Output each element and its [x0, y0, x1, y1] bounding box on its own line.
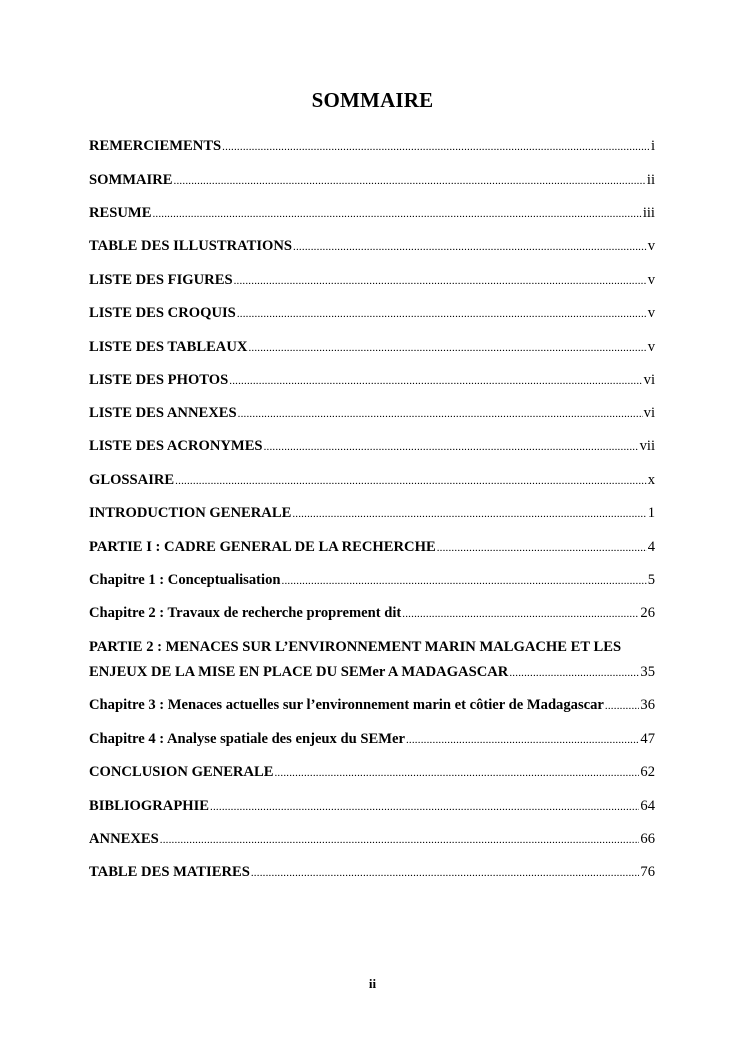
dot-leader: [282, 573, 647, 590]
toc-entry-page: 35: [640, 664, 655, 680]
toc-entry-liste-des-tableaux[interactable]: [89, 339, 655, 357]
toc-entry-label: LISTE DES FIGURES: [89, 272, 233, 288]
toc-entry-label: LISTE DES ACRONYMES: [89, 438, 263, 454]
toc-entry-page: v: [647, 238, 655, 254]
toc-entry-page: ii: [646, 172, 655, 188]
dot-leader: [234, 273, 647, 290]
toc-entry-label: ENJEUX DE LA MISE EN PLACE DU SEMer A MADAGASCAR: [89, 664, 509, 680]
toc-entry-label: TABLE DES MATIERES: [89, 864, 250, 880]
dot-leader: [237, 306, 647, 323]
toc-entry-page: 66: [640, 831, 655, 847]
toc-entry-label: REMERCIEMENTS: [89, 138, 222, 154]
toc-entry-label: LISTE DES ANNEXES: [89, 405, 237, 421]
dot-leader: [238, 406, 643, 423]
dot-leader: [274, 765, 639, 782]
toc-entry-page: 1: [647, 505, 655, 521]
toc-entry-page: 76: [640, 864, 655, 880]
toc-entry-label: SOMMAIRE: [89, 172, 173, 188]
toc-entry-chapitre-4[interactable]: [89, 731, 655, 749]
toc-entry-label: LISTE DES TABLEAUX: [89, 339, 248, 355]
toc-entry-page: vi: [643, 372, 655, 388]
toc-entry-liste-des-photos[interactable]: [89, 372, 655, 390]
toc-entry-introduction-generale[interactable]: [89, 505, 655, 523]
dot-leader: [293, 239, 647, 256]
dot-leader: [437, 540, 647, 557]
toc-entry-page: 4: [647, 539, 655, 555]
dot-leader: [292, 506, 646, 523]
dot-leader: [406, 732, 639, 749]
dot-leader: [152, 206, 641, 223]
toc-entry-page: vi: [643, 405, 655, 421]
dot-leader: [222, 139, 650, 156]
toc-entry-label: TABLE DES ILLUSTRATIONS: [89, 238, 293, 254]
toc-entry-label: Chapitre 1 : Conceptualisation: [89, 572, 281, 588]
toc-entry-page: v: [647, 339, 655, 355]
toc-entry-label: ANNEXES: [89, 831, 159, 847]
toc-entry-label: LISTE DES PHOTOS: [89, 372, 229, 388]
toc-entry-conclusion-generale[interactable]: [89, 764, 655, 782]
dot-leader: [174, 173, 646, 190]
dot-leader: [264, 439, 639, 456]
toc-entry-label: GLOSSAIRE: [89, 472, 175, 488]
toc-entry-page: 26: [640, 605, 655, 621]
page-number: ii: [368, 976, 377, 991]
toc-entry-bibliographie[interactable]: [89, 798, 655, 816]
toc-entry-table-des-illustrations[interactable]: [89, 238, 655, 256]
toc-entry-page: 47: [640, 731, 655, 747]
toc-entry-label: Chapitre 3 : Menaces actuelles sur l’environnement marin et côtier de Madagascar: [89, 697, 604, 713]
dot-leader: [175, 473, 647, 490]
dot-leader: [248, 340, 646, 357]
toc-entry-label: INTRODUCTION GENERALE: [89, 505, 292, 521]
toc-entry-remerciements[interactable]: [89, 138, 655, 156]
toc-entry-table-des-matieres[interactable]: [89, 864, 655, 882]
toc-entry-resume[interactable]: [89, 205, 655, 223]
toc-entry-label: Chapitre 4 : Analyse spatiale des enjeux du SEMer: [89, 731, 405, 747]
toc-entry-page: vii: [639, 438, 655, 454]
toc-entry-chapitre-3[interactable]: [89, 697, 655, 715]
toc-entry-label: RESUME: [89, 205, 152, 221]
toc-entry-label: CONCLUSION GENERALE: [89, 764, 274, 780]
toc-entry-label: BIBLIOGRAPHIE: [89, 798, 210, 814]
toc-entry-label: PARTIE I : CADRE GENERAL DE LA RECHERCHE: [89, 539, 436, 555]
toc-entry-page: 5: [647, 572, 655, 588]
toc-entry-annexes[interactable]: [89, 831, 655, 849]
toc-entry-page: 62: [640, 764, 655, 780]
toc-entry-page: v: [647, 272, 655, 288]
dot-leader: [229, 373, 642, 390]
toc-entry-glossaire[interactable]: [89, 472, 655, 490]
toc-entry-partie-2[interactable]: [89, 664, 655, 682]
toc-entry-page: 36: [640, 697, 655, 713]
toc-entry-page: i: [650, 138, 655, 154]
dot-leader: [402, 606, 639, 623]
toc-entry-chapitre-2[interactable]: [89, 605, 655, 623]
toc-entry-liste-des-figures[interactable]: [89, 272, 655, 290]
toc-entry-page: v: [647, 305, 655, 321]
dot-leader: [160, 832, 640, 849]
dot-leader: [251, 865, 640, 882]
toc-entry-label: Chapitre 2 : Travaux de recherche proprement dit: [89, 605, 402, 621]
dot-leader: [605, 698, 640, 715]
toc-entry-liste-des-annexes[interactable]: [89, 405, 655, 423]
toc-entry-liste-des-acronymes[interactable]: [89, 438, 655, 456]
toc-entry-partie-2-line1[interactable]: PARTIE 2 : MENACES SUR L’ENVIRONNEMENT MARIN MALGACHE ET LES: [89, 639, 622, 655]
dot-leader: [210, 799, 639, 816]
toc-entry-partie-1[interactable]: [89, 539, 655, 557]
toc-entry-page: x: [647, 472, 655, 488]
toc-entry-liste-des-croquis[interactable]: [89, 305, 655, 323]
toc-entry-label: LISTE DES CROQUIS: [89, 305, 236, 321]
page-title: SOMMAIRE: [311, 88, 434, 112]
toc-entry-chapitre-1[interactable]: [89, 572, 655, 590]
toc-entry-page: iii: [642, 205, 655, 221]
dot-leader: [509, 665, 639, 682]
toc-entry-sommaire[interactable]: [89, 172, 655, 190]
toc-entry-page: 64: [640, 798, 655, 814]
